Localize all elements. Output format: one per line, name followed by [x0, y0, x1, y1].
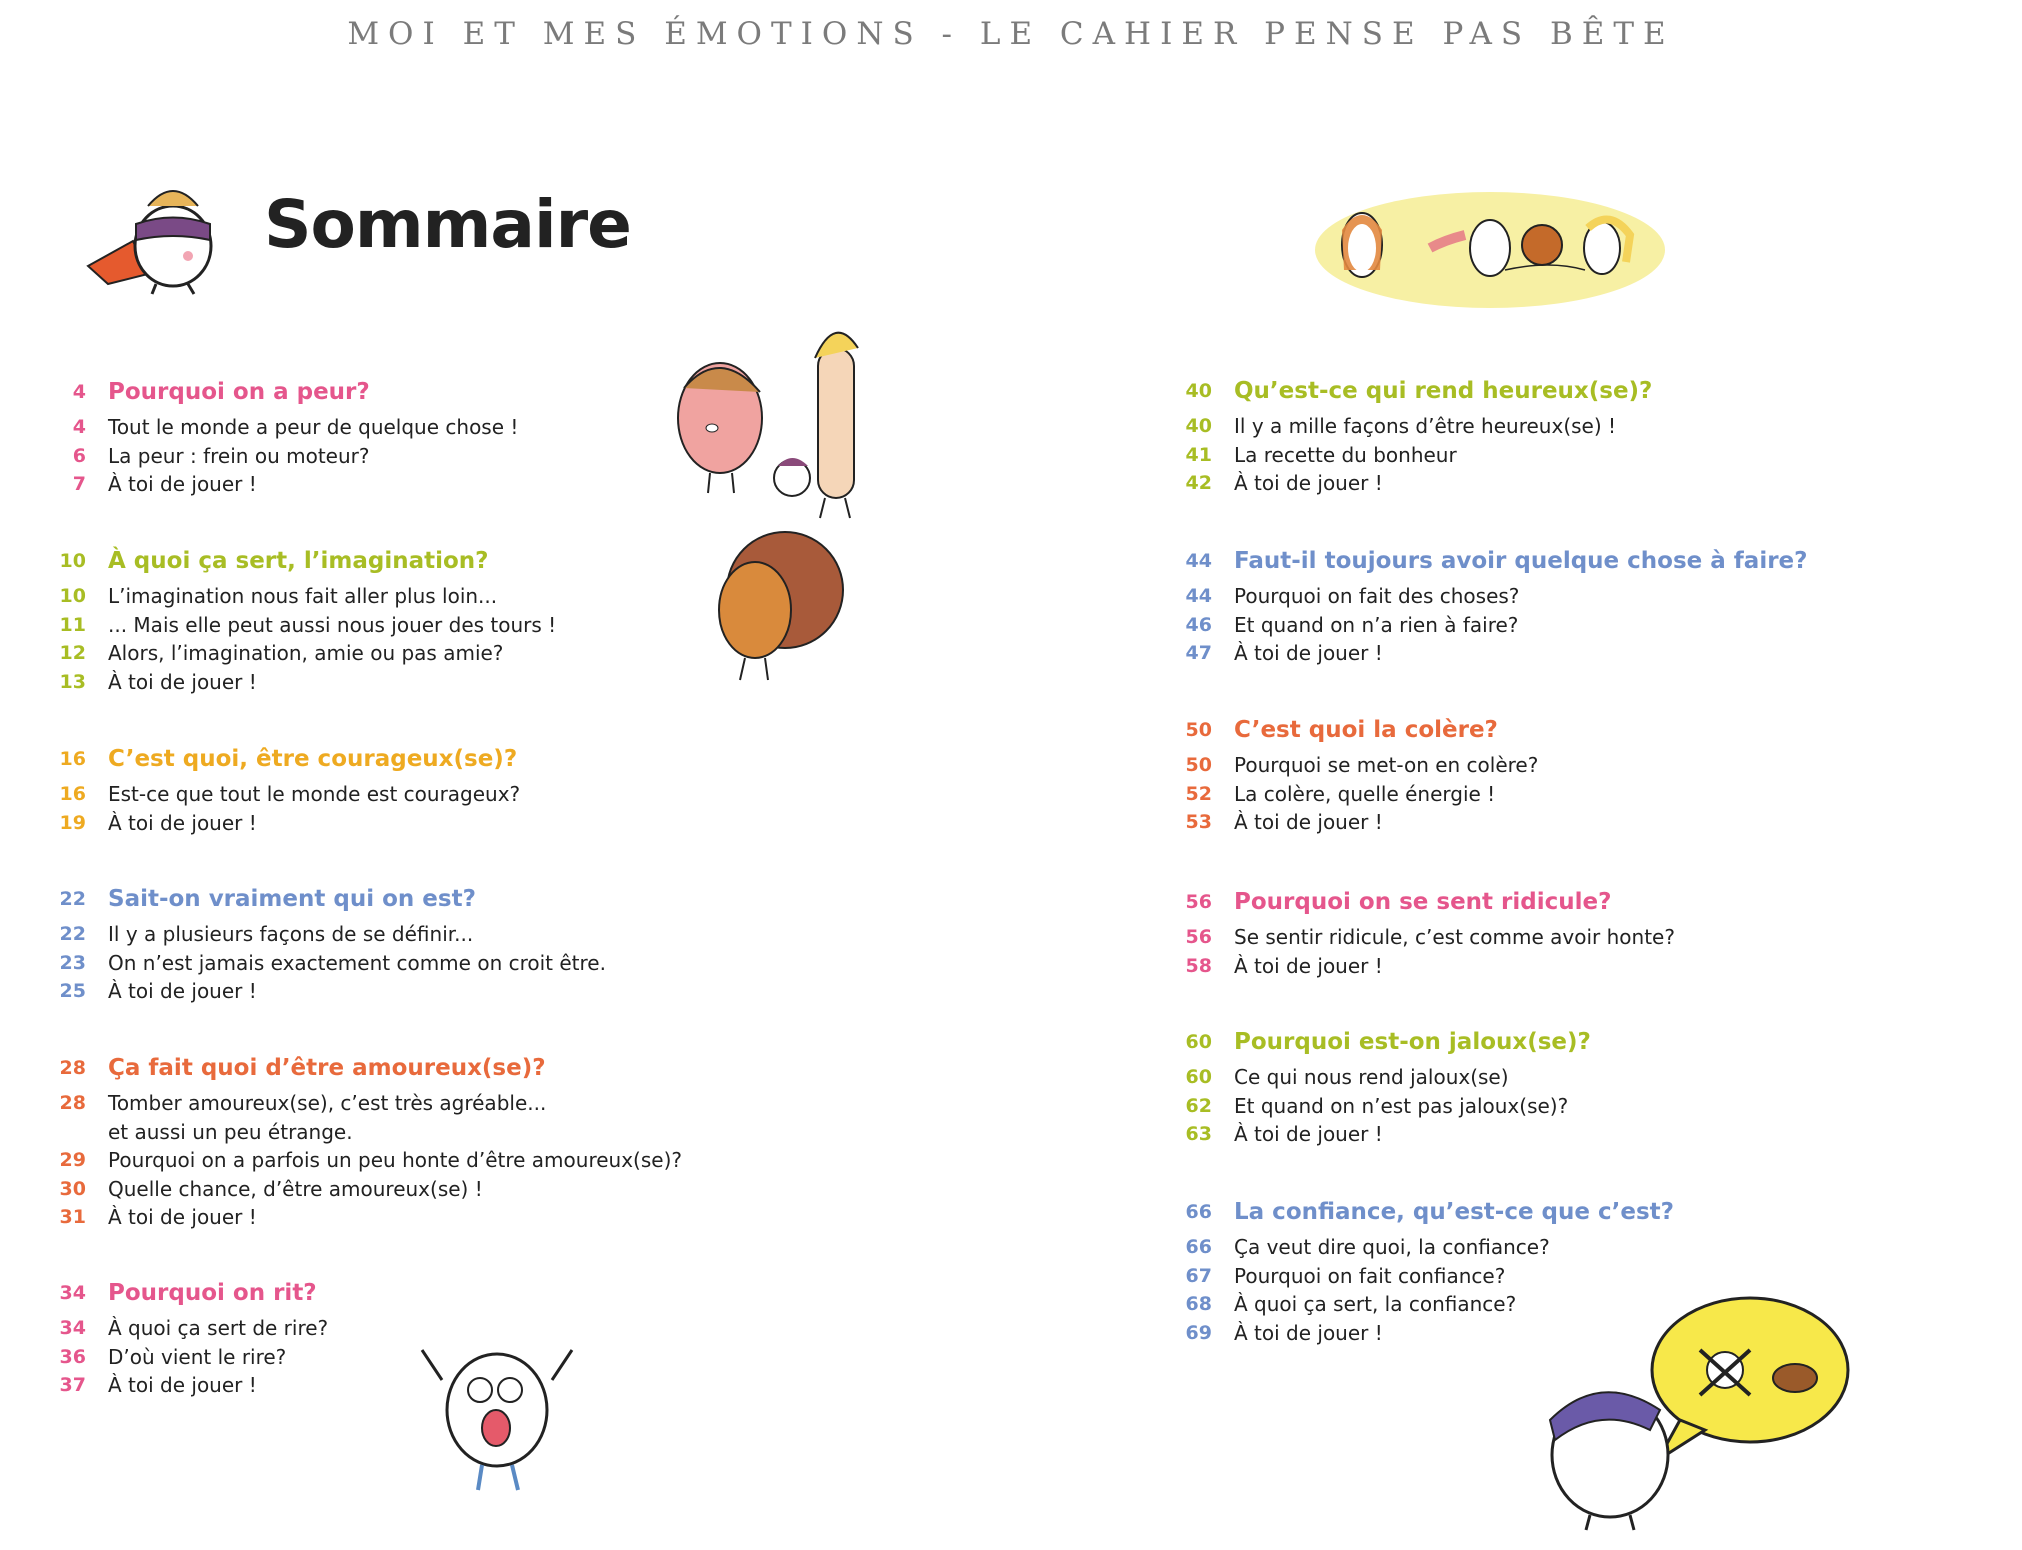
entry-text: La peur : frein ou moteur? [108, 443, 370, 468]
entry-text: À quoi ça sert, la confiance? [1234, 1292, 1517, 1316]
section-title: Pourquoi on rit? [108, 1280, 317, 1306]
entry-text: D’où vient le rire? [108, 1344, 287, 1369]
entry-text: À toi de jouer ! [1234, 1320, 1383, 1345]
entry-text: La colère, quelle énergie ! [1234, 781, 1496, 806]
entry-text: À toi de jouer ! [108, 810, 257, 835]
entry-text: À toi de jouer ! [108, 1373, 257, 1397]
entry-text: Pourquoi on fait des choses? [1234, 584, 1520, 608]
entry-page-number: 67 [1185, 1264, 1212, 1287]
entry-text: Et quand on n’est pas jaloux(se)? [1234, 1093, 1569, 1118]
section-page-number: 40 [1185, 380, 1212, 402]
section-title: Faut-il toujours avoir quelque chose à faire? [1234, 548, 1808, 574]
entry-text: Il y a plusieurs façons de se définir... [108, 922, 474, 946]
entry-text: Ça veut dire quoi, la confiance? [1234, 1235, 1550, 1259]
entry-text: Pourquoi se met-on en colère? [1234, 753, 1539, 777]
section-page-number: 44 [1185, 550, 1212, 572]
entry-page-number: 11 [59, 613, 86, 636]
entry-text: À toi de jouer ! [108, 472, 257, 496]
entry-page-number: 10 [59, 585, 86, 607]
entry-text: Tout le monde a peur de quelque chose ! [108, 415, 519, 439]
entry-text: À toi de jouer ! [1234, 953, 1383, 978]
entry-text: Se sentir ridicule, c’est comme avoir honte? [1234, 925, 1675, 949]
entry-page-number: 40 [1185, 415, 1212, 437]
entry-text: À toi de jouer ! [1234, 1122, 1383, 1146]
entry-page-number: 36 [59, 1345, 86, 1368]
section-page-number: 22 [59, 888, 86, 910]
entry-page-number: 46 [1185, 613, 1212, 636]
entry-text: Quelle chance, d’être amoureux(se) ! [108, 1176, 483, 1201]
entry-page-number: 12 [59, 642, 86, 664]
entry-page-number: 29 [59, 1149, 86, 1171]
entry-text: L’imagination nous fait aller plus loin... [108, 584, 498, 608]
entry-text: Pourquoi on a parfois un peu honte d’être amoureux(se)? [108, 1148, 682, 1172]
page-title: Sommaire [264, 186, 631, 263]
section-page-number: 28 [59, 1057, 86, 1079]
entry-page-number: 16 [59, 783, 86, 805]
section-title: Ça fait quoi d’être amoureux(se)? [108, 1055, 546, 1081]
section-page-number: 66 [1185, 1201, 1212, 1223]
entry-page-number: 52 [1185, 782, 1212, 805]
entry-page-number: 69 [1185, 1321, 1212, 1344]
friends-group-illustration [1310, 190, 1670, 310]
section-title: La confiance, qu’est-ce que c’est? [1234, 1199, 1674, 1225]
section-title: Pourquoi est-on jaloux(se)? [1234, 1029, 1591, 1055]
entry-page-number: 60 [1185, 1066, 1212, 1088]
entry-page-number: 56 [1185, 926, 1212, 948]
entry-page-number: 42 [1185, 472, 1212, 494]
cap-kid-speech-bubble-illustration [1530, 1290, 1870, 1530]
section-title: Sait-on vraiment qui on est? [108, 886, 476, 912]
entry-page-number: 7 [72, 473, 86, 495]
entry-text: À toi de jouer ! [108, 979, 257, 1003]
entry-page-number: 58 [1185, 954, 1212, 977]
superhero-character-illustration [78, 166, 228, 296]
entry-text: ... Mais elle peut aussi nous jouer des tours ! [108, 612, 557, 637]
section-page-number: 50 [1185, 719, 1212, 741]
entry-page-number: 4 [72, 416, 86, 438]
entry-text: À toi de jouer ! [108, 1205, 257, 1229]
entry-page-number: 22 [59, 923, 86, 945]
entry-page-number: 23 [59, 951, 86, 974]
entry-page-number: 28 [59, 1092, 86, 1114]
section-page-number: 56 [1185, 891, 1212, 913]
entry-text: À toi de jouer ! [1234, 641, 1383, 665]
entry-text: Est-ce que tout le monde est courageux? [108, 782, 521, 806]
section-title: Qu’est-ce qui rend heureux(se)? [1234, 378, 1653, 404]
entry-text: Et quand on n’a rien à faire? [1234, 612, 1519, 637]
entry-page-number: 19 [59, 811, 86, 834]
entry-page-number: 34 [59, 1317, 86, 1339]
entry-page-number: 25 [59, 980, 86, 1002]
entry-page-number: 37 [59, 1374, 86, 1396]
entry-page-number: 41 [1185, 443, 1212, 466]
entry-text: Il y a mille façons d’être heureux(se) ! [1234, 414, 1617, 438]
entry-text: La recette du bonheur [1234, 442, 1457, 467]
entry-page-number: 66 [1185, 1236, 1212, 1258]
entry-page-number: 13 [59, 670, 86, 693]
entry-text: Pourquoi on fait confiance? [1234, 1263, 1506, 1288]
entry-page-number: 53 [1185, 811, 1212, 833]
entry-page-number: 63 [1185, 1123, 1212, 1145]
entry-text: À toi de jouer ! [108, 669, 257, 694]
entry-page-number: 6 [72, 444, 86, 467]
entry-page-number: 62 [1185, 1094, 1212, 1117]
entry-text: À quoi ça sert de rire? [108, 1316, 329, 1340]
laughing-character-illustration [412, 1340, 582, 1500]
section-title: C’est quoi, être courageux(se)? [108, 746, 518, 772]
section-title: C’est quoi la colère? [1234, 717, 1498, 743]
section-title: À quoi ça sert, l’imagination? [108, 548, 489, 574]
section-page-number: 60 [1185, 1031, 1212, 1053]
section-title: Pourquoi on a peur? [108, 379, 370, 405]
entry-text: Ce qui nous rend jaloux(se) [1234, 1065, 1509, 1089]
section-page-number: 16 [59, 748, 86, 770]
entry-text: À toi de jouer ! [1234, 471, 1383, 495]
entry-page-number: 31 [59, 1206, 86, 1228]
section-page-number: 34 [59, 1282, 86, 1304]
entry-text: Alors, l’imagination, amie ou pas amie? [108, 641, 504, 665]
section-page-number: 4 [72, 381, 86, 403]
entry-page-number: 44 [1185, 585, 1212, 607]
section-page-number: 10 [59, 550, 86, 572]
curly-hair-character-illustration [690, 520, 850, 690]
entry-page-number: 30 [59, 1177, 86, 1200]
entry-text: On n’est jamais exactement comme on croit être. [108, 950, 606, 975]
book-header-title: MOI ET MES ÉMOTIONS - LE CAHIER PENSE PAS BÊTE [347, 16, 1675, 52]
entry-page-number: 47 [1185, 642, 1212, 664]
entry-text: À toi de jouer ! [1234, 810, 1383, 834]
entry-text: Tomber amoureux(se), c’est très agréable... [108, 1091, 547, 1115]
four-characters-illustration [670, 318, 890, 528]
entry-page-number: 68 [1185, 1293, 1212, 1315]
entry-text: et aussi un peu étrange. [108, 1119, 353, 1144]
entry-page-number: 50 [1185, 754, 1212, 776]
section-title: Pourquoi on se sent ridicule? [1234, 889, 1612, 915]
